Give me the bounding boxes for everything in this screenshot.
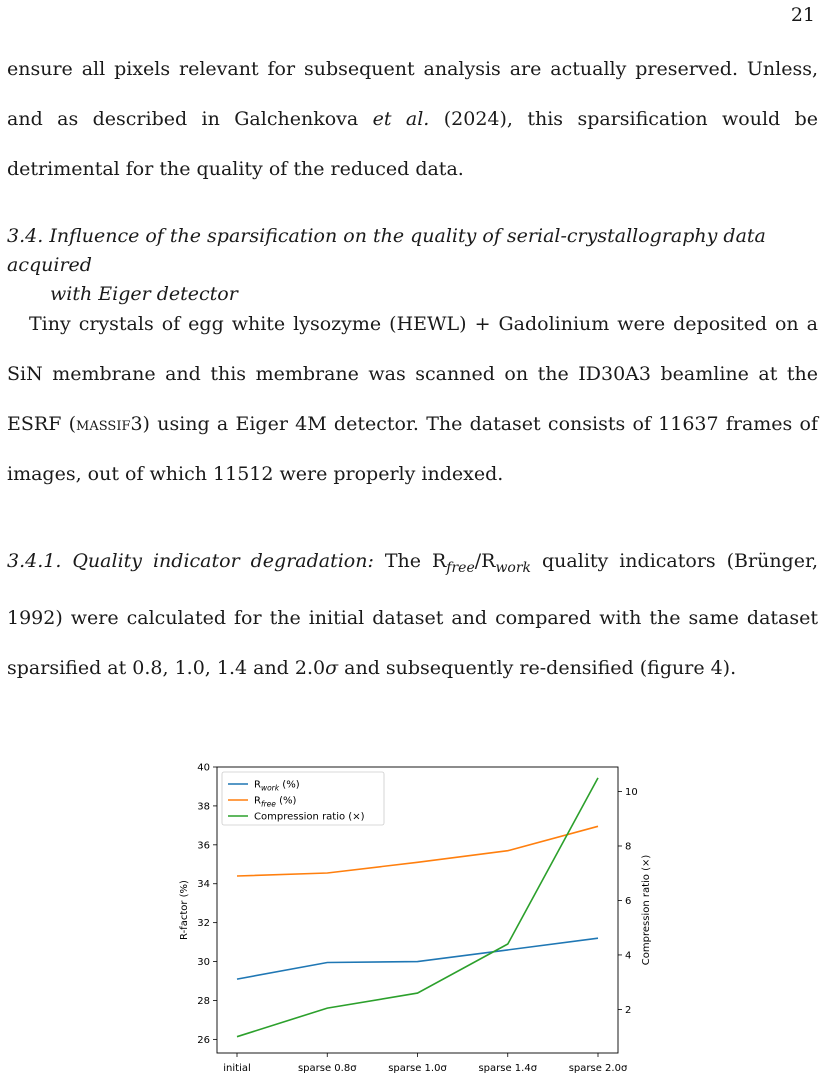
y-tick-label: 26 bbox=[197, 1034, 210, 1046]
subsection-sigma: σ bbox=[325, 656, 339, 679]
x-tick-label: sparse 1.0σ bbox=[388, 1063, 447, 1074]
series-line-0 bbox=[237, 938, 598, 979]
paragraph-continuation bbox=[7, 44, 818, 194]
x-tick-label: sparse 2.0σ bbox=[568, 1063, 628, 1074]
legend-label-2: Compression ratio (×) bbox=[254, 811, 365, 823]
section-number: 3.4. bbox=[7, 225, 44, 247]
y-tick-label: 32 bbox=[197, 918, 210, 930]
y-tick-label: 28 bbox=[197, 995, 210, 1007]
series-line-1 bbox=[237, 826, 598, 876]
y-tick-label: 36 bbox=[197, 840, 210, 852]
section-title-line2: with Eiger detector bbox=[50, 283, 238, 305]
paragraph-hewl bbox=[7, 299, 818, 499]
para1-line3: the quality of the reduced data. bbox=[159, 158, 464, 180]
y2-axis-label: Compression ratio (×) bbox=[641, 854, 652, 966]
para2-part1: Tiny crystals of egg white lysozyme (HEWL) + Gadolinium were deposited on a SiN membrane and this membrane was scanned on the ID30A3 beamline at the ESRF ( bbox=[7, 313, 818, 435]
y2-tick-label: 6 bbox=[625, 895, 632, 907]
section-title-line1: Influence of the sparsification on the quality of serial-crystallography data acquired bbox=[7, 225, 766, 276]
page-number: 21 bbox=[790, 4, 815, 26]
para1-line2a: as described in Galchenkova bbox=[57, 108, 373, 130]
section-heading-3-4 bbox=[7, 222, 818, 309]
para1-etal: et al. bbox=[372, 108, 430, 130]
para2-massif: massif bbox=[76, 413, 131, 435]
subscript-work: work bbox=[495, 559, 532, 576]
subsection-text1: The R bbox=[373, 550, 447, 572]
subsection-label: 3.4.1. Quality indicator degradation: bbox=[7, 550, 374, 572]
para2-part2: 3) using a Eiger 4M detector. The dataset consists of 11637 frames of images, out of which 11512 were properly indexed. bbox=[7, 413, 818, 485]
y2-tick-label: 2 bbox=[625, 1004, 632, 1016]
y-tick-label: 34 bbox=[197, 879, 210, 891]
subsection-text3: and subsequently re-densified (figure 4). bbox=[338, 656, 737, 679]
subsection-3-4-1 bbox=[7, 536, 818, 693]
para1-line2b: (2024), this sparsification would be detrimental for bbox=[7, 108, 819, 180]
x-tick-label: initial bbox=[223, 1063, 251, 1074]
para1-line1: ensure all pixels relevant for subsequent analysis are actually preserved. Unless, and bbox=[7, 58, 818, 130]
subscript-free: free bbox=[446, 559, 475, 576]
subsection-slash: /R bbox=[474, 550, 496, 572]
x-tick-label: sparse 0.8σ bbox=[297, 1063, 357, 1074]
y-tick-label: 40 bbox=[197, 762, 210, 774]
y-tick-label: 38 bbox=[197, 801, 210, 813]
legend-label-0: $R_{work}$ (%) bbox=[254, 779, 300, 793]
y2-tick-label: 10 bbox=[625, 787, 638, 799]
chart-legend bbox=[222, 772, 384, 825]
legend-label-1: $R_{free}$ (%) bbox=[254, 795, 297, 809]
figure-4-chart bbox=[165, 752, 685, 1084]
y-tick-label: 30 bbox=[197, 957, 210, 969]
subsection-text2: quality indicators (Brünger, 1992) were calculated for the initial dataset and compared with the same dataset sparsified at 0.8, 1.0, 1.4 and 2.0 bbox=[7, 550, 818, 679]
x-tick-label: sparse 1.4σ bbox=[478, 1063, 538, 1074]
y2-tick-label: 8 bbox=[625, 841, 632, 853]
y-axis-label: R-factor (%) bbox=[179, 880, 190, 940]
y2-tick-label: 4 bbox=[625, 950, 632, 962]
